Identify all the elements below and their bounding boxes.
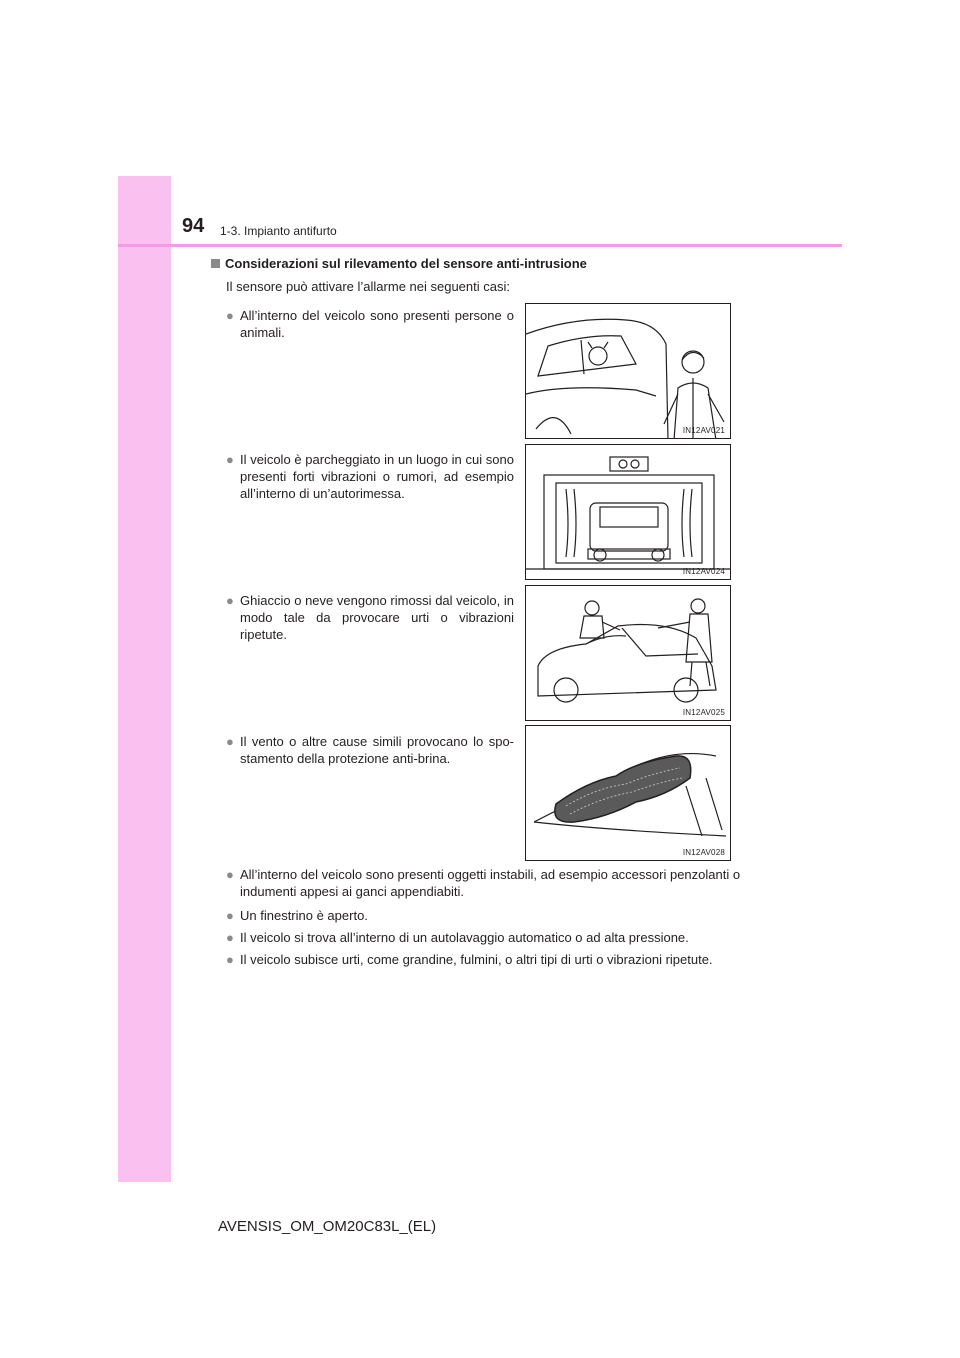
circle-bullet-icon: ● — [226, 308, 234, 323]
circle-bullet-icon: ● — [226, 908, 234, 923]
illustration-garage — [525, 444, 731, 580]
frost-cover-windshield-icon — [526, 726, 731, 861]
header-rule — [118, 244, 842, 247]
chapter-title: 1-3. Impianto antifurto — [220, 224, 337, 238]
section-title — [211, 256, 587, 271]
list-item — [226, 951, 766, 968]
section-intro: Il sensore può attivare l’allarme nei seguenti casi: — [226, 279, 510, 294]
list-item — [226, 592, 514, 643]
circle-bullet-icon: ● — [226, 452, 234, 467]
section-title-text: Considerazioni sul rilevamento del sensore anti-intrusione — [225, 256, 587, 271]
list-item-text: Ghiaccio o neve vengono rimossi dal veicolo, in modo tale da provocare urti o vibrazioni ripetute. — [240, 593, 514, 642]
image-code: IN12AV024 — [682, 567, 725, 576]
footer-doc-code: AVENSIS_OM_OM20C83L_(EL) — [218, 1218, 437, 1235]
list-item-text: Il veicolo subisce urti, come grandine, fulmini, o altri tipi di urti o vibrazioni ripetute. — [240, 952, 713, 967]
circle-bullet-icon: ● — [226, 593, 234, 608]
list-item — [226, 451, 514, 502]
car-with-dog-and-person-icon — [526, 304, 731, 439]
image-code: IN12AV028 — [682, 848, 725, 857]
list-item-text: Un finestrino è aperto. — [240, 908, 368, 923]
circle-bullet-icon: ● — [226, 734, 234, 749]
circle-bullet-icon: ● — [226, 930, 234, 945]
list-item-text: Il veicolo si trova all’interno di un autolavaggio automatico o ad alta pressione. — [240, 930, 689, 945]
people-clearing-snow-icon — [526, 586, 731, 721]
car-in-garage-icon — [526, 445, 731, 580]
page-number: 94 — [182, 215, 205, 237]
square-bullet-icon — [211, 259, 220, 268]
list-item-text: All’interno del veicolo sono presenti oggetti instabili, ad esempio accessori penzolanti o indumenti appesi ai ganci appendiabiti. — [240, 867, 741, 899]
illustration-snow-removal — [525, 585, 731, 721]
circle-bullet-icon: ● — [226, 952, 234, 967]
illustration-car-occupants — [525, 303, 731, 439]
list-item-text: Il vento o altre cause simili provocano lo spo-stamento della protezione anti-brina. — [240, 734, 514, 766]
image-code: IN12AV025 — [682, 708, 725, 717]
illustration-frost-cover — [525, 725, 731, 861]
image-code: IN12AV021 — [682, 426, 725, 435]
list-item — [226, 907, 756, 924]
circle-bullet-icon: ● — [226, 867, 234, 882]
list-item — [226, 307, 514, 341]
list-item-text: Il veicolo è parcheggiato in un luogo in cui sono presenti forti vibrazioni o rumori, ad esempio all’interno di un’autorimessa. — [240, 452, 514, 501]
list-item-text: All’interno del veicolo sono presenti persone o animali. — [240, 308, 514, 340]
chapter-side-bar — [118, 176, 171, 1182]
list-item — [226, 733, 514, 767]
list-item — [226, 866, 756, 900]
list-item — [226, 929, 756, 946]
